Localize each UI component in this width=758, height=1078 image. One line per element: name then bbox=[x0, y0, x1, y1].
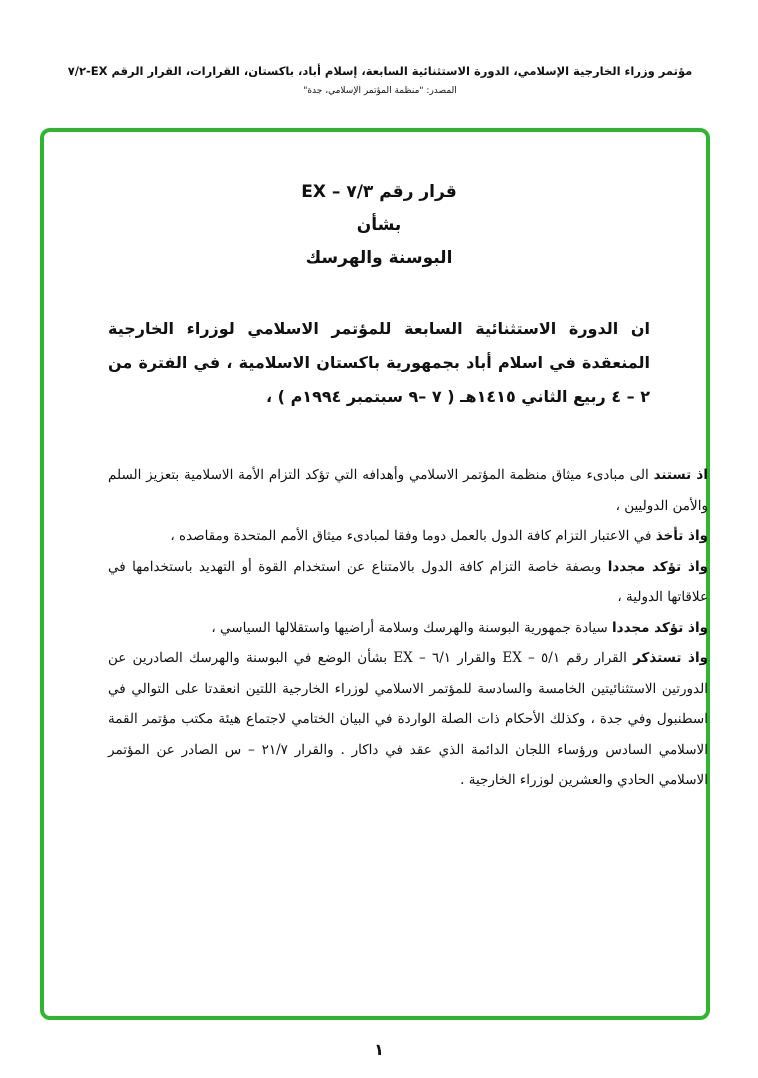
resolution-subject-label: بشأن bbox=[356, 215, 402, 235]
paragraph-text: في الاعتبار التزام كافة الدول بالعمل دوما وفقا لمبادىء ميثاق الأمم المتحدة ومقاصده ، bbox=[170, 528, 656, 544]
paragraph-lead: واذ تأخذ bbox=[655, 528, 708, 544]
resolution-title bbox=[0, 176, 758, 275]
paragraph bbox=[108, 552, 708, 613]
paragraph-lead: اذ تستند bbox=[653, 467, 708, 483]
resolution-subject: البوسنة والهرسك bbox=[305, 248, 453, 268]
paragraph bbox=[108, 613, 708, 644]
paragraph-lead: واذ تؤكد مجددا bbox=[607, 558, 708, 575]
document-source-note: المصدر: "منظمة المؤتمر الإسلامي، جدة" bbox=[303, 86, 457, 96]
paragraph-text: القرار رقم ٥/١ – EX والقرار ٦/١ – EX بشأن الوضع في البوسنة والهرسك الصادرين عن الدورتين الاستثنائيتين الخامسة والسادسة للمؤتمر الاسلامي لوزراء الخارجية اللتين انعقدتا على التوالي في اسطنبول وفي جدة ، وكذلك الأحكام ذات الصلة الواردة في البيان الختامي لاجتماع هيئة مكتب مؤتمر القمة الاسلامي السادس ورؤساء اللجان الدائمة الذي عقد في داكار . والقرار ٢١/٧ – س الصادر عن المؤتمر الاسلامي الحادي والعشرين لوزراء الخارجية . bbox=[108, 650, 708, 788]
paragraph-text: الى مبادىء ميثاق منظمة المؤتمر الاسلامي وأهدافه التي تؤكد التزام الأمة الاسلامية بتعزيز السلم والأمن الدوليين ، bbox=[108, 467, 708, 514]
paragraph-text: سيادة جمهورية البوسنة والهرسك وسلامة أراضيها واستقلالها السياسي ، bbox=[211, 619, 613, 636]
paragraph bbox=[108, 521, 708, 552]
document-source-header: مؤتمر وزراء الخارجية الإسلامي، الدورة الاستثنائية السابعة، إسلام أباد، باكستان، القرارات، القرار الرقم EX-٧/٢ bbox=[67, 64, 693, 78]
preamble-intro: ان الدورة الاستثنائية السابعة للمؤتمر الاسلامي لوزراء الخارجية المنعقدة في اسلام أباد بجمهورية باكستان الاسلامية ، في الفترة من ٢ – ٤ ربيع الثاني ١٤١٥هـ ( ٧ –٩ سبتمبر ١٩٩٤م ) ، bbox=[108, 319, 650, 406]
paragraph-text: وبصفة خاصة التزام كافة الدول بالامتناع عن استخدام القوة أو التهديد باستخدامها في علاقاتها الدولية ، bbox=[108, 558, 708, 605]
paragraph bbox=[108, 460, 708, 521]
resolution-number: قرار رقم ٧/٣ – EX bbox=[301, 182, 457, 202]
paragraph bbox=[108, 643, 708, 796]
preamble-paragraphs bbox=[108, 460, 708, 796]
page-number: ١ bbox=[374, 1040, 384, 1059]
paragraph-lead: واذ تستذكر bbox=[633, 650, 709, 666]
paragraph-lead: واذ تؤكد مجددا bbox=[612, 619, 708, 636]
